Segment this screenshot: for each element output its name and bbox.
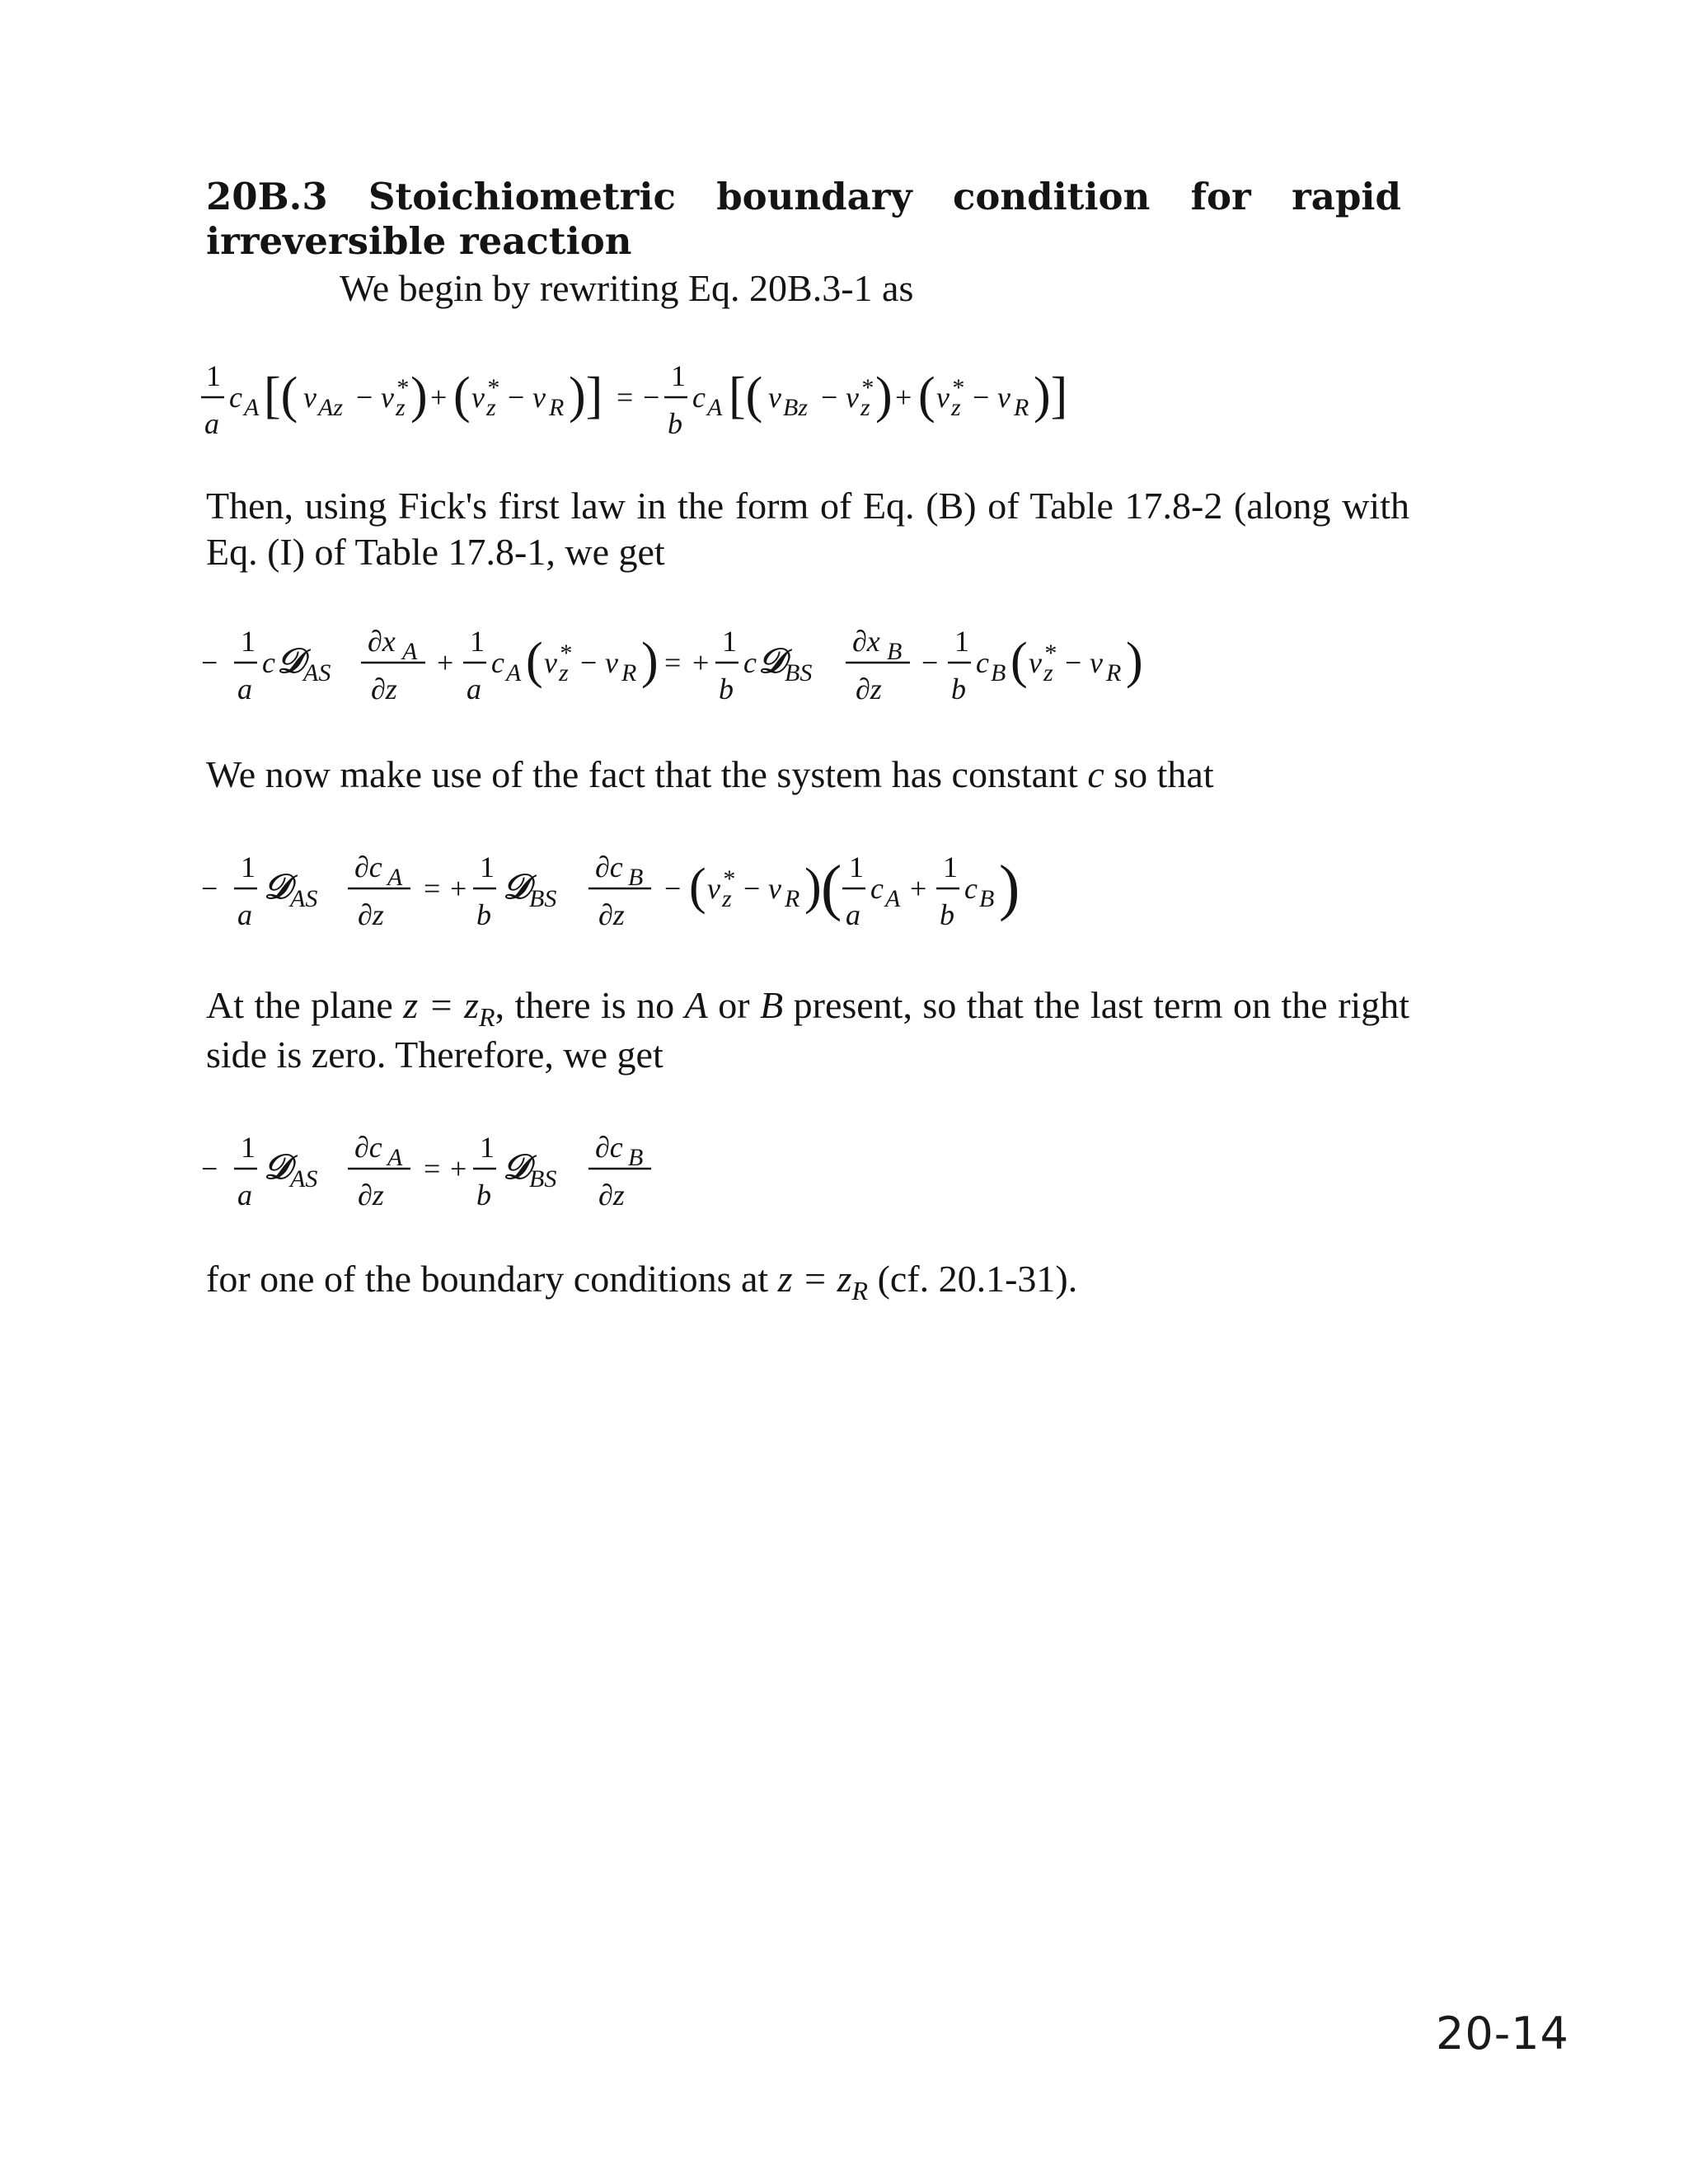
svg-text:1: 1 (954, 625, 969, 658)
svg-text:v: v (544, 646, 557, 679)
svg-text:1: 1 (480, 1131, 495, 1164)
svg-text:BS: BS (529, 1165, 557, 1193)
svg-text:z: z (860, 394, 870, 421)
svg-text:b: b (476, 898, 491, 931)
svg-text:∂x: ∂x (368, 625, 396, 658)
equation-2 (198, 616, 1484, 748)
svg-text:a: a (237, 673, 252, 705)
svg-text:z: z (722, 885, 732, 912)
svg-text:c: c (870, 872, 884, 905)
svg-text:v: v (532, 381, 546, 414)
symbol-c: c (1087, 753, 1104, 795)
svg-text:−: − (643, 381, 660, 414)
svg-text:B: B (887, 638, 903, 665)
svg-text:−: − (664, 872, 682, 905)
svg-text:*: * (1043, 640, 1056, 667)
svg-text:): ) (804, 859, 822, 915)
svg-text:∂z: ∂z (371, 673, 397, 705)
svg-text:(: ( (526, 633, 543, 689)
svg-text:): ) (999, 853, 1020, 922)
svg-text:−: − (821, 381, 838, 414)
svg-text:∂c: ∂c (354, 1131, 382, 1164)
svg-text:b: b (668, 407, 682, 440)
equation-3 (198, 842, 1484, 974)
svg-text:+: + (910, 872, 927, 905)
subscript-r: R (479, 1002, 495, 1032)
svg-text:∂z: ∂z (598, 1179, 625, 1212)
svg-text:A: A (244, 394, 260, 421)
svg-text:(: ( (1010, 633, 1028, 689)
svg-text:1: 1 (241, 851, 256, 883)
svg-text:=: = (424, 1152, 441, 1185)
svg-text:+: + (437, 646, 454, 679)
svg-text:[(: [( (264, 368, 298, 424)
svg-text:v: v (846, 381, 859, 414)
svg-text:*: * (396, 374, 408, 401)
svg-text:−: − (201, 646, 218, 679)
svg-text:∂c: ∂c (354, 851, 382, 883)
subscript-r-2: R (851, 1276, 869, 1305)
svg-text:+: + (692, 646, 710, 679)
svg-text:R: R (785, 885, 800, 912)
svg-text:*: * (951, 374, 964, 401)
page-number: 20-14 (1436, 2008, 1569, 2060)
svg-text:∂c: ∂c (595, 851, 623, 883)
svg-text:−: − (356, 381, 373, 414)
svg-text:−: − (743, 872, 761, 905)
svg-text:b: b (476, 1179, 491, 1212)
symbol-a: A (684, 984, 708, 1026)
svg-text:∂z: ∂z (358, 898, 384, 931)
svg-text:−: − (973, 381, 990, 414)
svg-text:*: * (722, 865, 734, 893)
text-cf: (cf. 20.1-31). (877, 1258, 1078, 1300)
svg-text:*: * (559, 640, 571, 667)
svg-text:1: 1 (470, 625, 485, 658)
svg-text:(: ( (821, 853, 842, 922)
svg-text:𝒟: 𝒟 (264, 869, 292, 907)
svg-text:B: B (979, 885, 995, 912)
svg-text:v: v (381, 381, 394, 414)
svg-text:Az: Az (318, 394, 343, 421)
svg-text:BS: BS (529, 885, 557, 912)
svg-text:v: v (605, 646, 618, 679)
svg-text:+: + (430, 381, 448, 414)
svg-text:v: v (471, 381, 485, 414)
svg-text:𝒟: 𝒟 (758, 643, 786, 681)
svg-text:)]: )] (569, 368, 603, 424)
svg-text:−: − (580, 646, 598, 679)
svg-text:)]: )] (1034, 368, 1068, 424)
svg-text:∂z: ∂z (598, 898, 625, 931)
svg-text:): ) (410, 368, 428, 424)
svg-text:z: z (1043, 659, 1053, 687)
svg-text:−: − (1065, 646, 1082, 679)
svg-text:v: v (936, 381, 950, 414)
svg-text:A: A (506, 659, 522, 687)
svg-text:=: = (424, 872, 441, 905)
paragraph-constant-c (206, 752, 1409, 798)
text-present: present, so that the last term on the right side is zero. Therefore, we get (206, 984, 1410, 1076)
svg-text:(: ( (689, 859, 706, 915)
text-at-the-plane: At the plane (206, 984, 393, 1026)
svg-text:BS: BS (785, 659, 813, 687)
paragraph-ficks-law: Then, using Fick's first law in the form of Eq. (B) of Table 17.8-2 (along with Eq. (I) of Table 17.8-1, we get (206, 485, 1409, 573)
svg-text:A: A (402, 638, 418, 665)
svg-text:c: c (743, 646, 757, 679)
svg-text:a: a (846, 898, 860, 931)
svg-text:*: * (486, 374, 499, 401)
svg-text:𝒟: 𝒟 (277, 643, 305, 681)
equation-4 (198, 1122, 1484, 1254)
svg-text:−: − (921, 646, 939, 679)
svg-text:AS: AS (290, 885, 318, 912)
svg-text:1: 1 (722, 625, 737, 658)
svg-text:𝒟: 𝒟 (264, 1149, 292, 1187)
text-for-one: for one of the boundary conditions at (206, 1258, 769, 1300)
section-heading: 20B.3 Stoichiometric boundary condition for rapid irreversible reaction (206, 175, 1401, 263)
svg-text:A: A (885, 885, 901, 912)
svg-text:∂z: ∂z (856, 673, 882, 705)
svg-text:+: + (450, 872, 467, 905)
svg-text:v: v (768, 381, 781, 414)
svg-text:c: c (491, 646, 504, 679)
svg-text:+: + (450, 1152, 467, 1185)
paragraph-boundary-conditions (206, 1256, 1409, 1305)
equation-1 (198, 346, 1484, 478)
svg-text:−: − (201, 872, 218, 905)
svg-text:c: c (692, 381, 706, 414)
svg-text:a: a (237, 1179, 252, 1212)
paragraph-plane-zr (206, 982, 1409, 1078)
svg-text:a: a (237, 898, 252, 931)
svg-text:R: R (549, 394, 565, 421)
svg-text:1: 1 (943, 851, 958, 883)
svg-text:v: v (1090, 646, 1103, 679)
svg-text:v: v (303, 381, 316, 414)
svg-text:a: a (467, 673, 481, 705)
svg-text:): ) (875, 368, 893, 424)
svg-text:AS: AS (290, 1165, 318, 1193)
svg-text:z: z (486, 394, 496, 421)
svg-text:): ) (641, 633, 659, 689)
text-constant-c: We now make use of the fact that the system has constant (206, 753, 1078, 795)
svg-text:B: B (628, 1144, 644, 1171)
svg-text:): ) (1126, 633, 1143, 689)
svg-text:c: c (262, 646, 275, 679)
symbol-z-eq-zr-2: z = z (777, 1258, 852, 1300)
svg-text:A: A (387, 1144, 403, 1171)
svg-text:+: + (895, 381, 912, 414)
svg-text:∂x: ∂x (852, 625, 880, 658)
svg-text:b: b (719, 673, 734, 705)
svg-text:v: v (768, 872, 781, 905)
svg-text:*: * (860, 374, 873, 401)
svg-text:c: c (964, 872, 978, 905)
svg-text:A: A (387, 864, 403, 891)
svg-text:−: − (508, 381, 525, 414)
svg-text:∂c: ∂c (595, 1131, 623, 1164)
text-so-that: so that (1114, 753, 1214, 795)
svg-text:=: = (617, 381, 634, 414)
svg-text:1: 1 (480, 851, 495, 883)
text-there-is-no: , there is no (495, 984, 675, 1026)
svg-text:R: R (1106, 659, 1122, 687)
svg-text:v: v (997, 381, 1010, 414)
svg-text:[(: [( (729, 368, 763, 424)
svg-text:a: a (204, 407, 219, 440)
svg-text:b: b (951, 673, 966, 705)
symbol-z-eq-zr: z = z (403, 984, 480, 1026)
svg-text:(: ( (453, 368, 471, 424)
svg-text:z: z (559, 659, 569, 687)
svg-text:1: 1 (849, 851, 864, 883)
svg-text:A: A (707, 394, 723, 421)
svg-text:v: v (707, 872, 720, 905)
svg-text:Bz: Bz (783, 394, 808, 421)
svg-text:z: z (951, 394, 961, 421)
text-or: or (718, 984, 750, 1026)
svg-text:𝒟: 𝒟 (503, 1149, 531, 1187)
svg-text:−: − (201, 1152, 218, 1185)
svg-text:R: R (621, 659, 637, 687)
svg-text:c: c (229, 381, 242, 414)
svg-text:c: c (976, 646, 989, 679)
svg-text:R: R (1014, 394, 1029, 421)
svg-text:1: 1 (241, 1131, 256, 1164)
svg-text:B: B (991, 659, 1006, 687)
svg-text:b: b (940, 898, 954, 931)
symbol-b: B (760, 984, 784, 1026)
svg-text:AS: AS (303, 659, 331, 687)
svg-text:=: = (664, 646, 682, 679)
svg-text:∂z: ∂z (358, 1179, 384, 1212)
paragraph-intro: We begin by rewriting Eq. 20B.3-1 as (340, 267, 914, 309)
svg-text:1: 1 (671, 359, 686, 392)
svg-text:z: z (396, 394, 406, 421)
svg-text:v: v (1029, 646, 1042, 679)
svg-text:(: ( (918, 368, 935, 424)
svg-text:𝒟: 𝒟 (503, 869, 531, 907)
svg-text:1: 1 (241, 625, 256, 658)
svg-text:1: 1 (206, 359, 221, 392)
svg-text:B: B (628, 864, 644, 891)
